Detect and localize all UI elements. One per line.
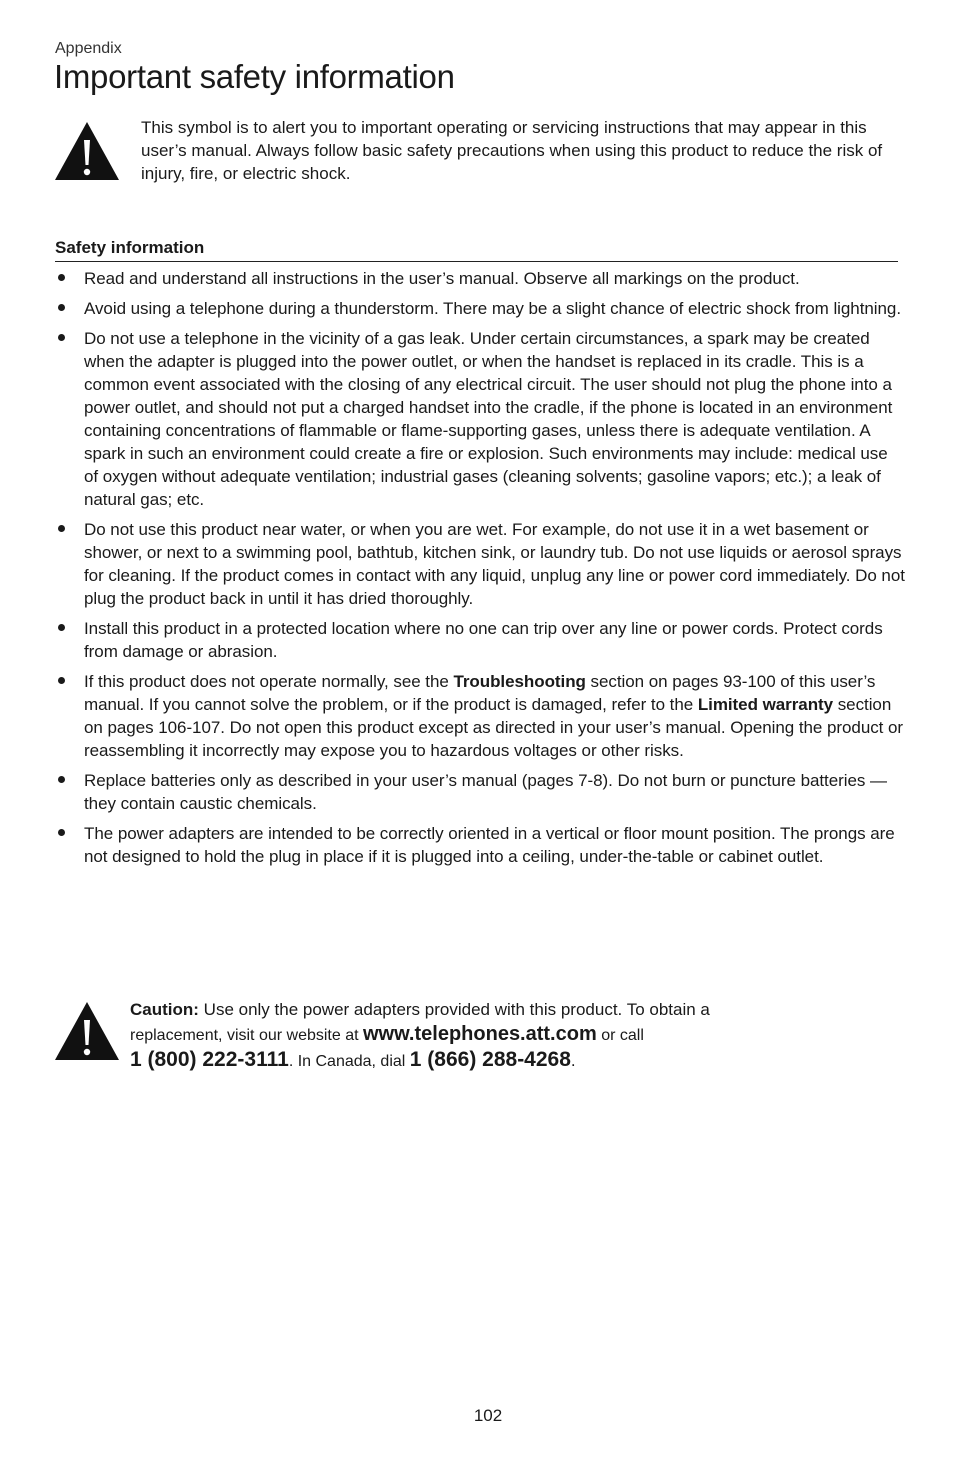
list-item-text: The power adapters are intended to be correctly oriented in a vertical or floor mount position. The prongs are not designed to hold the plug in place if it is plugged into a ceiling, under-the-table or cabinet outlet. <box>84 824 895 866</box>
page-number: 102 <box>473 1406 503 1425</box>
caution-text: . In Canada, dial <box>288 1053 410 1070</box>
list-item-text: Do not use this product near water, or when you are wet. For example, do not use it in a wet basement or shower, or next to a swimming pool, bathtub, kitchen sink, or laundry tub. Do not use liquids or aerosol sprays for cleaning. If the product comes in contact with any liquid, unplug any line or power cord immediately. Do not plug the product back in until it has dried thoroughly. <box>84 520 905 608</box>
list-item-text: Replace batteries only as described in your user’s manual (pages 7-8). Do not burn or puncture batteries — they contain caustic chemicals. <box>84 771 887 813</box>
troubleshooting-ref: Troubleshooting <box>453 672 586 691</box>
bullet-icon <box>58 334 65 341</box>
phone-number-canada: 1 (866) 288-4268 <box>409 1048 571 1071</box>
list-item <box>55 297 905 320</box>
website-link[interactable]: www.telephones.att.com <box>363 1023 597 1045</box>
list-item-text: Do not use a telephone in the vicinity of a gas leak. Under certain circumstances, a spark may be created when the adapter is plugged into the power outlet, or when the handset is replaced in its cradle. This is a common event associated with the closing of any electrical circuit. The user should not plug the phone into a power outlet, and should not put a charged handset into the cradle, if the phone is located in an environment containing concentrations of flammable or flame-supporting gases, unless there is adequate ventilation. A spark in such an environment could create a fire or explosion. Such environments may include: medical use of oxygen without adequate ventilation; industrial gases (cleaning solvents; gasoline vapors; etc.); a leak of natural gas; etc. <box>84 329 893 509</box>
list-item <box>55 670 905 762</box>
list-item-text <box>84 672 903 760</box>
list-item <box>55 518 905 610</box>
page-title: Important safety information <box>54 58 455 95</box>
section-label: Appendix <box>55 40 122 57</box>
limited-warranty-ref: Limited warranty <box>697 695 834 714</box>
safety-heading: Safety information <box>55 238 898 262</box>
list-item-text: Avoid using a telephone during a thunderstorm. There may be a slight chance of electric shock from lightning. <box>84 299 902 318</box>
text-fragment: section on pages 93-100 of this user’s manual. If you cannot solve the problem, or if the product is damaged, refer to the <box>84 672 876 714</box>
list-item <box>55 327 905 511</box>
caution-block <box>130 998 900 1074</box>
phone-number-us: 1 (800) 222-3111 <box>130 1048 289 1071</box>
bullet-icon <box>58 624 65 631</box>
caution-text: Use only the power adapters provided with this product. To obtain a <box>198 1000 710 1019</box>
warning-triangle-icon <box>54 1001 120 1061</box>
list-item-text: Install this product in a protected location where no one can trip over any line or power cords. Protect cords from damage or abrasion. <box>84 619 883 661</box>
caution-text: . <box>570 1051 576 1070</box>
warning-triangle-icon <box>54 121 120 181</box>
list-item <box>55 822 905 868</box>
safety-list <box>55 267 905 875</box>
bullet-icon <box>58 274 65 281</box>
list-item-text: Read and understand all instructions in the user’s manual. Observe all markings on the product. <box>84 269 800 288</box>
intro-text: This symbol is to alert you to important operating or servicing instructions that may appear in this user’s manual. Always follow basic safety precautions when using this product to reduce the risk of injury, fire, or electric shock. <box>141 118 883 183</box>
caution-text: replacement, visit our website at <box>130 1027 363 1044</box>
bullet-icon <box>58 776 65 783</box>
text-fragment: If this product does not operate normally, see the <box>84 672 454 691</box>
list-item <box>55 617 905 663</box>
bullet-icon <box>58 829 65 836</box>
caution-text: or call <box>596 1027 644 1044</box>
caution-label: Caution: <box>130 1000 199 1019</box>
bullet-icon <box>58 525 65 532</box>
text-fragment: section on pages 106-107. Do not open this product except as directed in your user’s manual. Opening the product or reassembling it incorrectly may expose you to hazardous voltages or other risks. <box>84 695 904 760</box>
list-item <box>55 267 905 290</box>
list-item <box>55 769 905 815</box>
bullet-icon <box>58 677 65 684</box>
bullet-icon <box>58 304 65 311</box>
